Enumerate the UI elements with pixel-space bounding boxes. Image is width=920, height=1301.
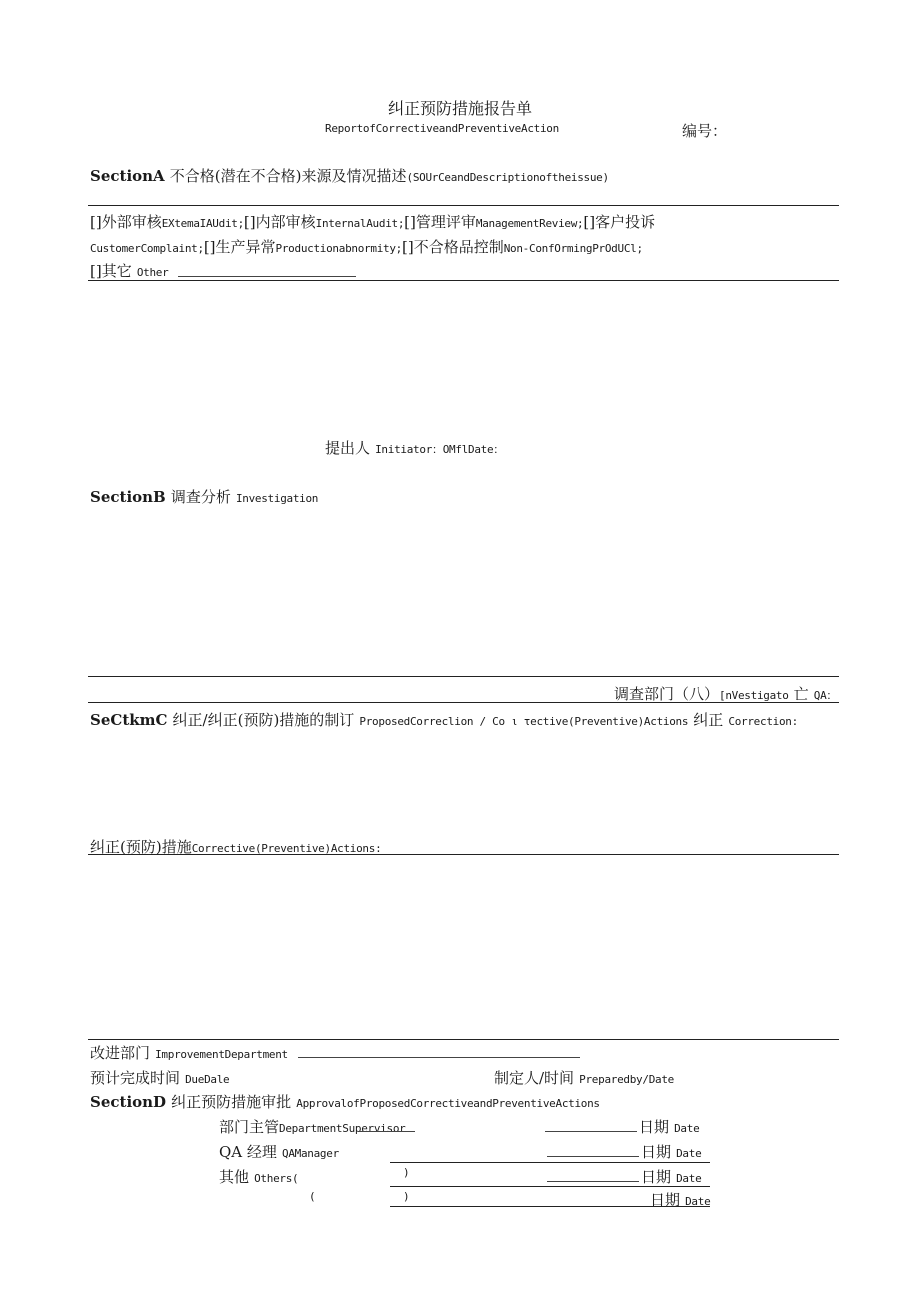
section-d-title-english: ApprovalofProposedCorrectiveandPreventiveActions — [296, 1097, 600, 1110]
section-a-title: 不合格(潜在不合格)来源及情况描述 — [169, 167, 407, 185]
section-c-top-rule — [88, 702, 839, 703]
qa-manager-date-label-english: Date — [676, 1147, 702, 1160]
approval-row-others — [219, 1166, 298, 1187]
other-fill-line[interactable] — [178, 276, 356, 277]
others-date-line[interactable] — [547, 1181, 639, 1182]
others-label-english: Others( — [254, 1172, 299, 1185]
due-date-label: 预计完成时间 — [90, 1069, 181, 1087]
section-b-heading — [90, 486, 318, 507]
supervisor-label: 部门主管 — [219, 1118, 280, 1136]
option-customer-complaint[interactable]: []客户投诉 — [583, 213, 656, 231]
approval-row-supervisor — [219, 1116, 405, 1137]
supervisor-label-english: DepartmentSupervisor — [279, 1122, 406, 1135]
improvement-dept-line — [90, 1042, 288, 1063]
number-label: 编号： — [682, 122, 728, 140]
improvement-dept-fill-line[interactable] — [298, 1057, 580, 1058]
improvement-dept-label: 改进部门 — [90, 1044, 151, 1062]
others-date-label: 日期 — [641, 1168, 672, 1186]
initiator-date-label: Initiator：OMflDate： — [375, 443, 504, 456]
investigator-qa-label: QA： — [813, 689, 838, 702]
section-a-title-english: (SOUrCeandDescriptionoftheissue) — [406, 171, 609, 184]
correction-label-english: Correction: — [728, 715, 798, 728]
improvement-top-rule — [88, 1039, 839, 1040]
qa-manager-date-line[interactable] — [547, 1156, 639, 1157]
section-a-label: SectionA — [90, 167, 165, 185]
initiator-line — [325, 437, 504, 458]
section-b-label: SectionB — [90, 488, 166, 506]
qa-manager-date — [641, 1141, 701, 1162]
approval-row-2-rule — [390, 1162, 710, 1163]
section-a-top-rule — [88, 205, 839, 206]
extra-date-label: 日期 — [650, 1191, 681, 1209]
extra-close-paren: ) — [403, 1190, 410, 1203]
form-title-english: ReportofCorrectiveandPreventiveAction — [325, 122, 559, 135]
section-a-options-rule — [88, 280, 839, 281]
option-internal-audit[interactable]: []内部审核 — [243, 213, 316, 231]
section-d-heading — [90, 1091, 600, 1112]
actions-rule — [88, 854, 839, 855]
section-b-title-english: Investigation — [235, 492, 319, 505]
investigator-label-english: [nVestigato — [719, 689, 789, 702]
source-options-line-1 — [90, 211, 655, 232]
option-external-audit[interactable]: []外部审核 — [90, 213, 162, 231]
investigator-dept-label: 调查部门（八） — [614, 685, 720, 703]
improvement-dept-label-english: ImprovementDepartment — [155, 1048, 288, 1061]
section-c-label: SeCtkmC — [90, 711, 168, 729]
due-date-label-english: DueDale — [185, 1073, 230, 1086]
actions-label-english: Corrective(Preventive)Actions: — [191, 842, 382, 855]
section-b-bottom-rule — [88, 676, 839, 677]
supervisor-date-label-english: Date — [674, 1122, 700, 1135]
supervisor-date-label: 日期 — [639, 1118, 670, 1136]
others-date-label-english: Date — [676, 1172, 702, 1185]
section-d-title: 纠正预防措施审批 — [171, 1093, 292, 1111]
option-external-audit-english: EXtemaIAUdit; — [161, 217, 244, 230]
correction-label: 纠正 — [693, 711, 724, 729]
supervisor-name-line[interactable] — [358, 1131, 415, 1132]
option-production-abnormity-english: Productionabnormity; — [275, 242, 402, 255]
form-title: 纠正预防措施报告单 — [388, 99, 533, 118]
qa-manager-label: QA 经理 — [219, 1143, 277, 1161]
section-d-label: SectionD — [90, 1093, 167, 1111]
option-internal-audit-english: InternalAudit; — [315, 217, 405, 230]
investigator-line — [614, 683, 837, 704]
section-c-title: 纠正/纠正(预防)措施的制订 — [172, 711, 355, 729]
approval-row-4-rule — [390, 1206, 710, 1207]
section-a-heading — [90, 165, 609, 186]
others-close-paren: ) — [403, 1166, 410, 1179]
source-options-line-3 — [90, 260, 168, 281]
investigator-glyph: 亡 — [793, 685, 809, 703]
due-date-line — [90, 1067, 229, 1088]
option-other-english: Other — [136, 266, 169, 279]
section-c-heading — [90, 709, 798, 730]
section-c-title-english: ProposedCorreclion / Co ι τective(Preventive)Actions — [359, 715, 689, 728]
others-date — [641, 1166, 701, 1187]
prepared-by-label: 制定人/时间 — [494, 1069, 575, 1087]
option-customer-complaint-english: CustomerComplaint; — [90, 242, 204, 255]
qa-manager-date-label: 日期 — [641, 1143, 672, 1161]
approval-row-qa-manager — [219, 1141, 339, 1162]
supervisor-date — [639, 1116, 699, 1137]
option-management-review-english: ManagementReview; — [475, 217, 584, 230]
qa-manager-label-english: QAManager — [282, 1147, 339, 1160]
supervisor-date-line[interactable] — [545, 1131, 637, 1132]
option-nonconforming-product-english: Non-ConfOrmingPrOdUCl; — [503, 242, 643, 255]
prepared-by-label-english: Preparedby/Date — [579, 1073, 674, 1086]
source-options-line-2 — [90, 236, 643, 257]
option-management-review[interactable]: []管理评审 — [404, 213, 476, 231]
option-production-abnormity[interactable]: []生产异常 — [203, 238, 276, 256]
extra-open-paren: ( — [309, 1190, 316, 1203]
actions-label: 纠正(预防)措施 — [90, 838, 192, 856]
extra-date-label-english: Date — [685, 1195, 711, 1208]
section-b-title: 调查分析 — [170, 488, 231, 506]
option-other[interactable]: []其它 — [90, 262, 132, 280]
initiator-label: 提出人 — [325, 439, 371, 457]
option-nonconforming-product[interactable]: []不合格品控制 — [401, 238, 504, 256]
others-label: 其他 — [219, 1168, 250, 1186]
prepared-by-line — [494, 1067, 674, 1088]
